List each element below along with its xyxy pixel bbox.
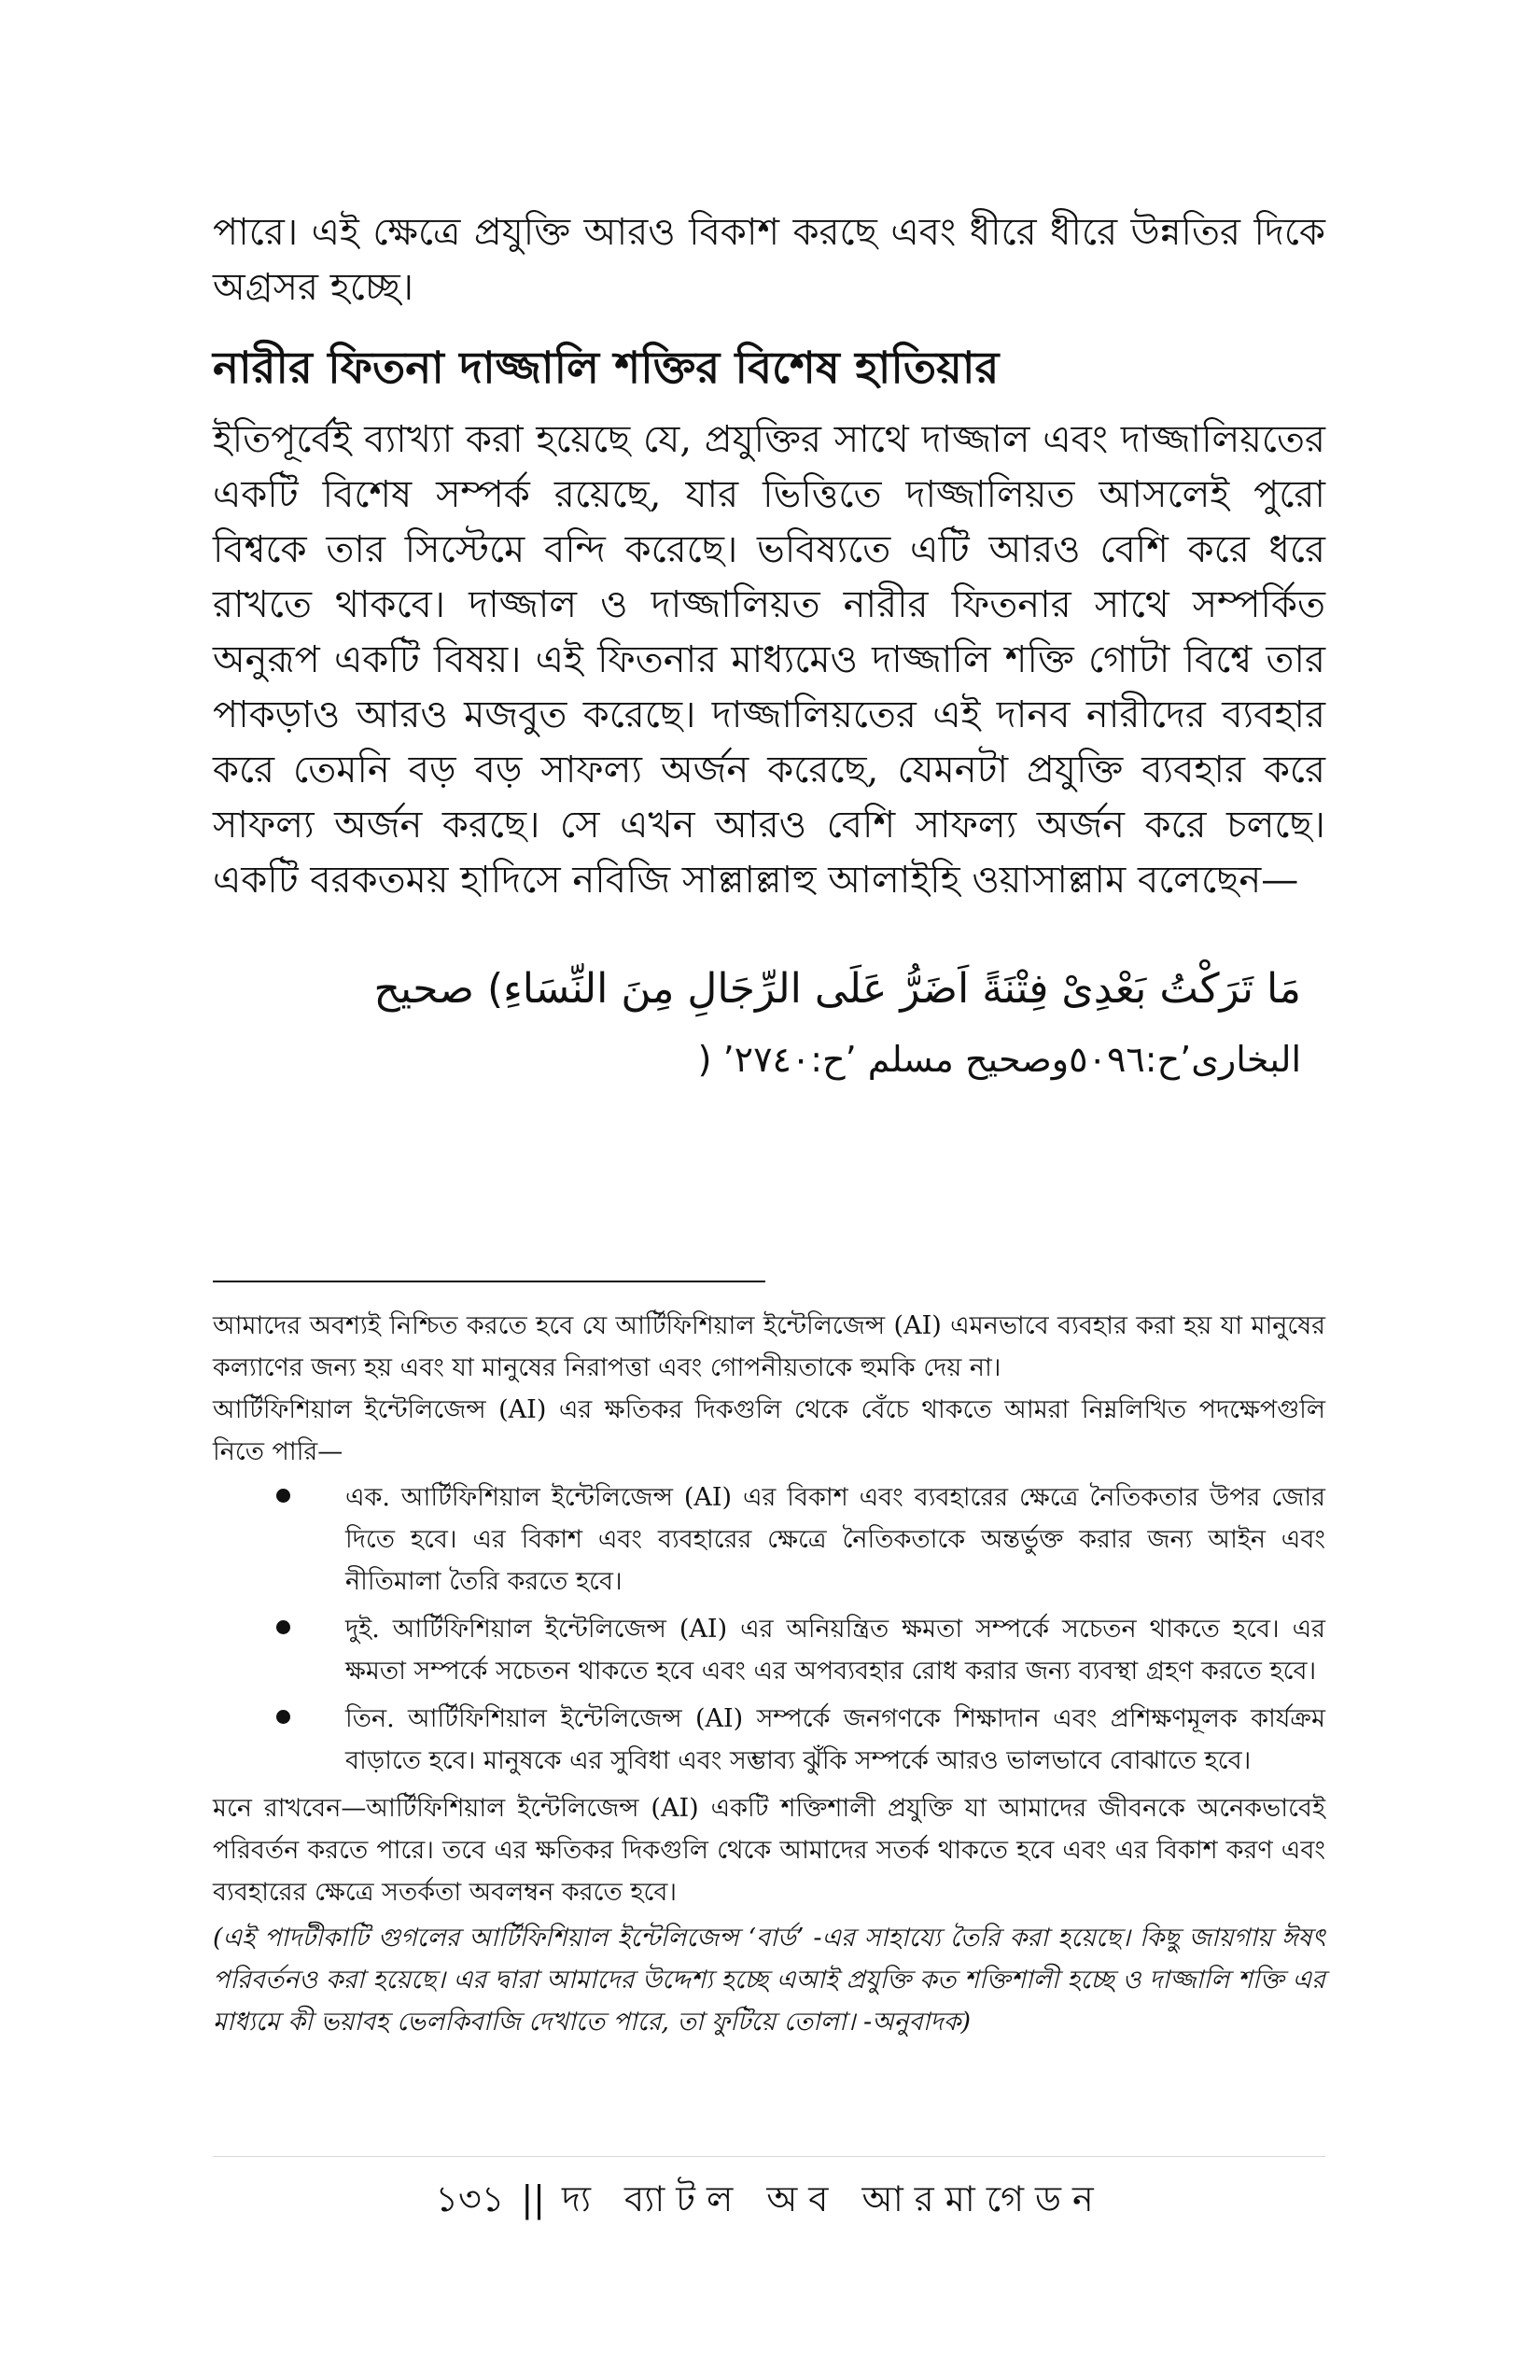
page-footer: [0, 2171, 1540, 2227]
book-title: দ্য ব্যাটল অব আরমাগেডন: [561, 2178, 1105, 2219]
main-paragraph: ইতিপূর্বেই ব্যাখ্যা করা হয়েছে যে, প্রযুক্তির সাথে দাজ্জাল এবং দাজ্জালিয়তের একটি বিশেষ সম্পর্ক রয়েছে, যার ভিত্তিতে দাজ্জালিয়ত আসলেই পুরো বিশ্বকে তার সিস্টেমে বন্দি করেছে। ভবিষ্যতে এটি আরও বেশি করে ধরে রাখতে থাকবে। দাজ্জাল ও দাজ্জালিয়ত নারীর ফিতনার সাথে সম্পর্কিত অনুরূপ একটি বিষয়। এই ফিতনার মাধ্যমেও দাজ্জালি শক্তি গোটা বিশ্বে তার পাকড়াও আরও মজবুত করেছে। দাজ্জালিয়তের এই দানব নারীদের ব্যবহার করে তেমনি বড় বড় সাফল্য অর্জন করেছে, যেমনটা প্রযুক্তি ব্যবহার করে সাফল্য অর্জন করছে। সে এখন আরও বেশি সাফল্য অর্জন করে চলছে। একটি বরকতময় হাদিসে নবিজি সাল্লাল্লাহু আলাইহি ওয়াসাল্লাম বলেছেন—: [213, 418, 1325, 902]
page-number: ১৩১: [435, 2178, 505, 2219]
footnote-section: [213, 1305, 1325, 2043]
bullet-icon: [276, 1489, 290, 1503]
bullet-icon: [276, 1620, 290, 1634]
main-content: [213, 205, 1325, 1089]
footnote-paragraph-3: মনে রাখবেন—আর্টিফিশিয়াল ইন্টেলিজেন্স (AI) একটি শক্তিশালী প্রযুক্তি যা আমাদের জীবনকে অনেকভাবেই পরিবর্তন করতে পারে। তবে এর ক্ষতিকর দিকগুলি থেকে আমাদের সতর্ক থাকতে হবে এবং এর বিকাশ করণ এবং ব্যবহারের ক্ষেত্রে সতর্কতা অবলম্বন করতে হবে।: [213, 1794, 1325, 1907]
footer-divider: [213, 2156, 1325, 2157]
footnote-bullet-list: [213, 1477, 1325, 1782]
list-item: [213, 1477, 1325, 1603]
hadith-reference: البخارى’ح:٥٠٩٦وصحيح مسلم ’ح:٢٧٤٠’ (: [697, 1039, 1301, 1080]
intro-paragraph: পারে। এই ক্ষেত্রে প্রযুক্তি আরও বিকাশ করছে এবং ধীরে ধীরে উন্নতির দিকে অগ্রসর হচ্ছে।: [213, 211, 1325, 309]
footnote-divider: [213, 1281, 765, 1282]
translator-note: (এই পাদটীকাটি গুগলের আর্টিফিশিয়াল ইন্টেলিজেন্স ‘বার্ড’ -এর সাহায্যে তৈরি করা হয়েছে। কিছু জায়গায় ঈষৎ পরিবর্তনও করা হয়েছে। এর দ্বারা আমাদের উদ্দেশ্য হচ্ছে এআই প্রযুক্তি কত শক্তিশালী হচ্ছে ও দাজ্জালি শক্তি এর মাধ্যমে কী ভয়াবহ ভেলকিবাজি দেখাতে পারে, তা ফুটিয়ে তোলা। -অনুবাদক): [213, 1924, 1325, 2037]
section-heading: নারীর ফিতনা দাজ্জালি শক্তির বিশেষ হাতিয়ার: [213, 343, 1000, 394]
list-item-text: দুই. আর্টিফিশিয়াল ইন্টেলিজেন্স (AI) এর অনিয়ন্ত্রিত ক্ষমতা সম্পর্কে সচেতন থাকতে হবে। এর ক্ষমতা সম্পর্কে সচেতন থাকতে হবে এবং এর অপব্যবহার রোধ করার জন্য ব্যবস্থা গ্রহণ করতে হবে।: [345, 1615, 1325, 1686]
footnote-paragraph-1: আমাদের অবশ্যই নিশ্চিত করতে হবে যে আর্টিফিশিয়াল ইন্টেলিজেন্স (AI) এমনভাবে ব্যবহার করা হয় যা মানুষের কল্যাণের জন্য হয় এবং যা মানুষের নিরাপত্তা এবং গোপনীয়তাকে হুমকি দেয় না।: [213, 1311, 1325, 1382]
footnote-paragraph-2: আর্টিফিশিয়াল ইন্টেলিজেন্স (AI) এর ক্ষতিকর দিকগুলি থেকে বেঁচে থাকতে আমরা নিম্নলিখিত পদক্ষেপগুলি নিতে পারি—: [213, 1395, 1325, 1466]
footer-separator: ||: [521, 2178, 545, 2219]
list-item: [213, 1698, 1325, 1782]
hadith-arabic-text: مَا تَرَكْتُ بَعْدِىْ فِتْنَةً اَضَرُّ عَلَى الرِّجَالِ مِنَ النِّسَاءِ) صحيح: [373, 965, 1301, 1013]
list-item: [213, 1608, 1325, 1692]
bullet-icon: [276, 1710, 290, 1724]
list-item-text: তিন. আর্টিফিশিয়াল ইন্টেলিজেন্স (AI) সম্পর্কে জনগণকে শিক্ষাদান এবং প্রশিক্ষণমূলক কার্যক্রম বাড়াতে হবে। মানুষকে এর সুবিধা এবং সম্ভাব্য ঝুঁকি সম্পর্কে আরও ভালভাবে বোঝাতে হবে।: [345, 1704, 1325, 1775]
list-item-text: এক. আর্টিফিশিয়াল ইন্টেলিজেন্স (AI) এর বিকাশ এবং ব্যবহারের ক্ষেত্রে নৈতিকতার উপর জোর দিতে হবে। এর বিকাশ এবং ব্যবহারের ক্ষেত্রে নৈতিকতাকে অন্তর্ভুক্ত করার জন্য আইন এবং নীতিমালা তৈরি করতে হবে।: [345, 1483, 1325, 1596]
